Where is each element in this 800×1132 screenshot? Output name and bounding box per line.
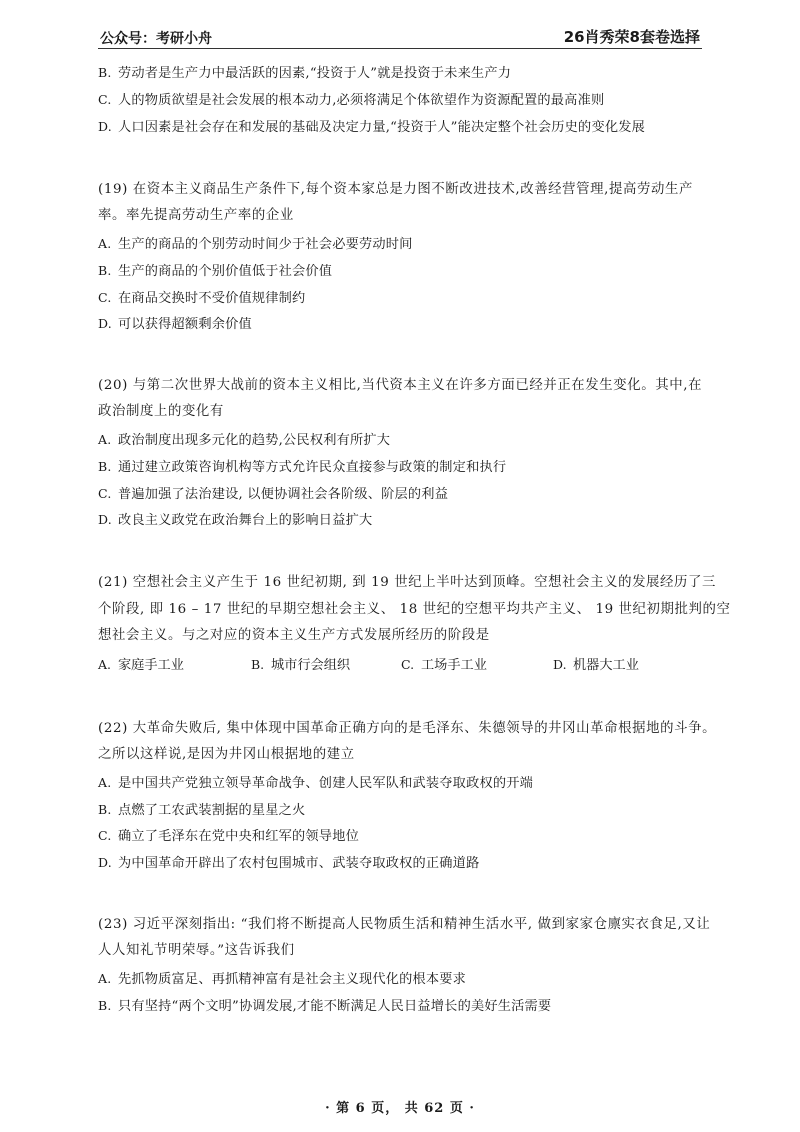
q21-stem-line-1: (21) 空想社会主义产生于 16 世纪初期, 到 19 世纪上半叶达到顶峰。空想社会主义的发展经历了三 [98,575,717,590]
option-letter: A. [98,432,112,447]
q23-option-b [98,997,551,1016]
q21-stem-line-3: 想社会主义。与之对应的资本主义生产方式发展所经历的阶段是 [98,628,490,643]
header-left-text: 公众号：考研小舟 [100,31,212,47]
option-text: 只有坚持“两个文明”协调发展,才能不断满足人民日益增长的美好生活需要 [118,999,552,1014]
q19-option-a [98,235,413,254]
q22-option-a [98,774,533,793]
option-letter: D. [98,855,112,870]
q20-option-d [98,511,372,530]
option-letter: A. [98,775,112,790]
q21-option-c [401,656,487,675]
q18-option-b [98,64,511,83]
option-text: 机器大工业 [573,658,639,673]
option-text: 改良主义政党在政治舞台上的影响日益扩大 [118,513,373,528]
page-number-footer: · 第 6 页， 共 62 页 · [325,1101,475,1116]
q19-option-d [98,315,252,334]
q23-stem-line-2: 人人知礼节明荣辱。”这告诉我们 [98,943,295,958]
option-letter: B. [98,802,112,817]
option-text: 普遍加强了法治建设, 以便协调社会各阶级、阶层的利益 [118,487,449,502]
q18-option-c [98,91,604,110]
option-text: 点燃了工农武装割据的星星之火 [118,803,306,818]
option-letter: B. [251,657,265,672]
q23-option-a [98,970,466,989]
option-text: 是中国共产党独立领导革命战争、创建人民军队和武装夺取政权的开端 [118,776,534,791]
option-text: 人的物质欲望是社会发展的根本动力,必须将满足个体欲望作为资源配置的最高准则 [118,93,605,108]
option-letter: C. [401,657,415,672]
option-text: 政治制度出现多元化的趋势,公民权利有所扩大 [118,433,391,448]
option-text: 确立了毛泽东在党中央和红军的领导地位 [118,829,359,844]
q19-stem-line-2: 率。率先提高劳动生产率的企业 [98,208,294,223]
q20-stem-line-1: (20) 与第二次世界大战前的资本主义相比,当代资本主义在许多方面已经并正在发生变化。其中,在 [98,378,703,393]
option-letter: A. [98,657,112,672]
option-text: 工场手工业 [421,658,487,673]
option-letter: C. [98,828,112,843]
option-text: 为中国革命开辟出了农村包围城市、武装夺取政权的正确道路 [118,856,480,871]
option-text: 通过建立政策咨询机构等方式允许民众直接参与政策的制定和执行 [118,460,507,475]
page-header [98,26,702,49]
option-text: 先抓物质富足、再抓精神富有是社会主义现代化的根本要求 [118,972,467,987]
option-letter: C. [98,290,112,305]
option-letter: D. [553,657,567,672]
option-text: 劳动者是生产力中最活跃的因素,“投资于人”就是投资于未来生产力 [118,66,512,81]
option-letter: D. [98,119,112,134]
option-letter: B. [98,998,112,1013]
q19-option-b [98,262,332,281]
q20-option-b [98,458,506,477]
option-letter: D. [98,512,112,527]
option-text: 家庭手工业 [118,658,184,673]
q22-option-c [98,827,359,846]
q20-option-a [98,431,390,450]
option-letter: C. [98,92,112,107]
option-text: 生产的商品的个别价值低于社会价值 [118,264,333,279]
header-right-text: 26肖秀荣8套卷选择 [563,28,700,46]
q19-stem-line-1: (19) 在资本主义商品生产条件下,每个资本家总是力图不断改进技术,改善经营管理,提高劳动生产 [98,182,693,197]
q22-stem-line-2: 之所以这样说,是因为井冈山根据地的建立 [98,747,355,762]
q20-stem-line-2: 政治制度上的变化有 [98,404,224,419]
q21-option-a [98,656,184,675]
option-letter: B. [98,459,112,474]
option-letter: D. [98,316,112,331]
q19-option-c [98,289,305,308]
option-text: 人口因素是社会存在和发展的基础及决定力量,“投资于人”能决定整个社会历史的变化发展 [118,120,645,135]
q22-stem-line-1: (22) 大革命失败后, 集中体现中国革命正确方向的是毛泽东、朱德领导的井冈山革命根据地的斗争。 [98,721,717,736]
option-text: 生产的商品的个别劳动时间少于社会必要劳动时间 [118,237,413,252]
option-letter: B. [98,263,112,278]
option-text: 在商品交换时不受价值规律制约 [118,291,306,306]
option-text: 可以获得超额剩余价值 [118,317,252,332]
q23-stem-line-1: (23) 习近平深刻指出: “我们将不断提高人民物质生活和精神生活水平, 做到家家仓廪实衣食足,又让 [98,917,711,932]
q21-stem-line-2: 个阶段, 即 16 – 17 世纪的早期空想社会主义、 18 世纪的空想平均共产主义、 19 世纪初期批判的空 [98,602,731,617]
q21-option-d [553,656,639,675]
q21-option-b [251,656,350,675]
option-letter: C. [98,486,112,501]
option-text: 城市行会组织 [271,658,351,673]
q22-option-b [98,801,305,820]
q20-option-c [98,485,448,504]
q22-option-d [98,854,479,873]
option-letter: B. [98,65,112,80]
option-letter: A. [98,236,112,251]
option-letter: A. [98,971,112,986]
q18-option-d [98,118,645,137]
